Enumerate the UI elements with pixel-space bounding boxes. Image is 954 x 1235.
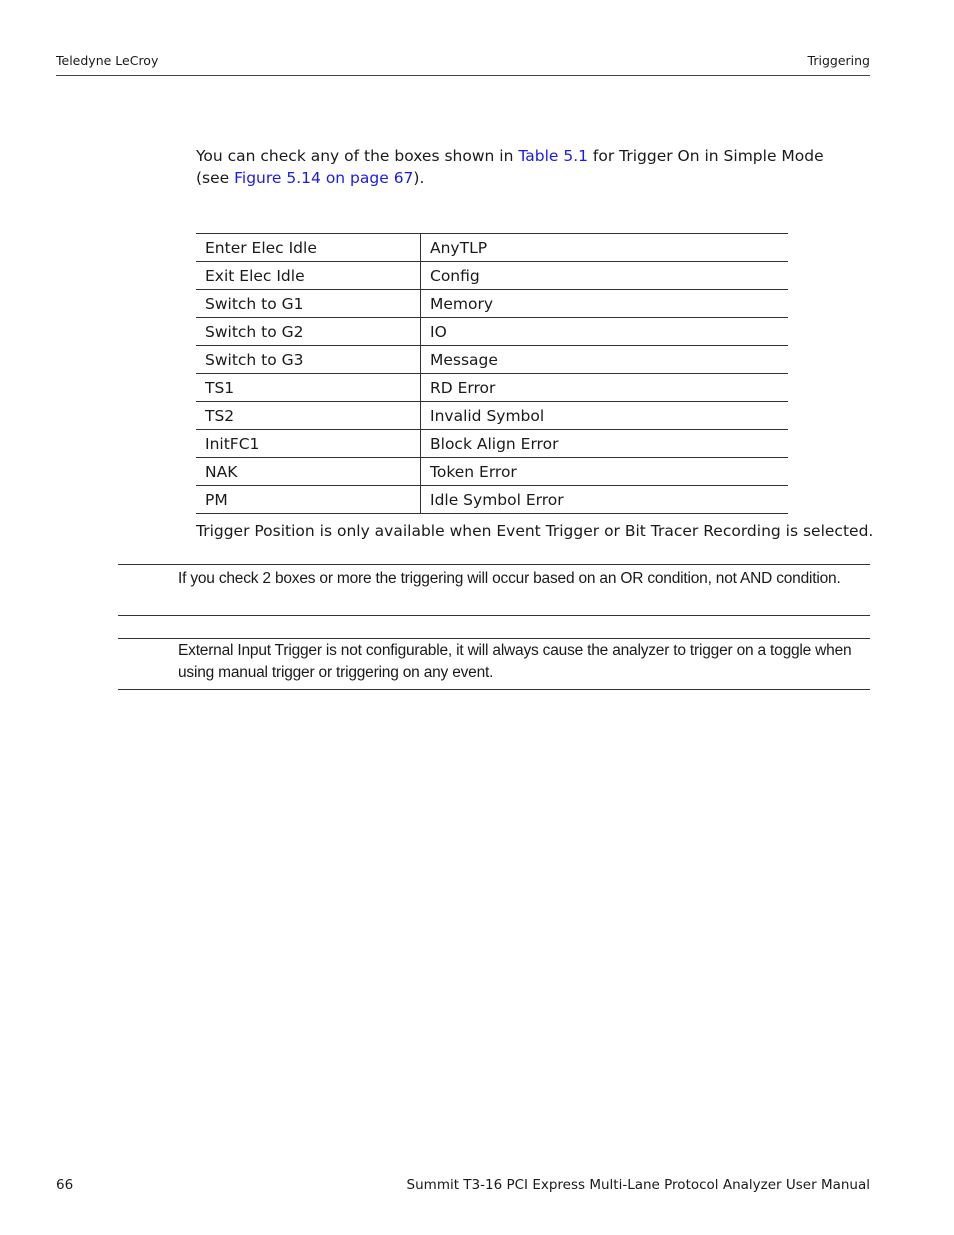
note-box-external-trigger xyxy=(118,638,870,690)
table-cell-left: InitFC1 xyxy=(196,430,421,458)
table-cell-left: Switch to G1 xyxy=(196,290,421,318)
trigger-position-note: Trigger Position is only available when Event Trigger or Bit Tracer Recording is selected. xyxy=(196,522,874,540)
trigger-options-table xyxy=(196,233,788,514)
table-cell-left: Enter Elec Idle xyxy=(196,234,421,262)
table-row xyxy=(196,318,788,346)
footer-manual-title: Summit T3-16 PCI Express Multi-Lane Protocol Analyzer User Manual xyxy=(406,1177,870,1193)
running-header-left: Teledyne LeCroy xyxy=(56,53,159,68)
table-row xyxy=(196,262,788,290)
header-divider xyxy=(56,75,870,76)
table-cell-right: RD Error xyxy=(421,374,789,402)
table-cell-right: AnyTLP xyxy=(421,234,789,262)
table-cell-right: Memory xyxy=(421,290,789,318)
table-cell-left: Switch to G3 xyxy=(196,346,421,374)
table-reference-link[interactable]: Table 5.1 xyxy=(518,147,588,165)
table-cell-left: TS2 xyxy=(196,402,421,430)
table-cell-right: Invalid Symbol xyxy=(421,402,789,430)
figure-reference-link[interactable]: Figure 5.14 on page 67 xyxy=(234,169,414,187)
intro-text-1: You can check any of the boxes shown in xyxy=(196,147,519,165)
page-number: 66 xyxy=(56,1177,74,1193)
running-header-right: Triggering xyxy=(807,53,870,68)
table-row xyxy=(196,290,788,318)
table-row xyxy=(196,374,788,402)
intro-text-2: for Trigger On in Simple Mode (see xyxy=(196,147,824,187)
note-text: External Input Trigger is not configurable, it will always cause the analyzer to trigger on a toggle when using manual trigger or triggering on any event. xyxy=(178,642,852,681)
table-cell-left: NAK xyxy=(196,458,421,486)
intro-text-3: ). xyxy=(413,169,425,187)
table-cell-right: Token Error xyxy=(421,458,789,486)
table-cell-left: TS1 xyxy=(196,374,421,402)
note-text: If you check 2 boxes or more the triggering will occur based on an OR condition, not AND condition. xyxy=(178,570,841,587)
table-cell-right: Idle Symbol Error xyxy=(421,486,789,514)
table-row xyxy=(196,486,788,514)
table-row xyxy=(196,430,788,458)
table-row xyxy=(196,458,788,486)
table-row xyxy=(196,402,788,430)
note-box-or-condition xyxy=(118,564,870,616)
table-cell-right: Config xyxy=(421,262,789,290)
table-cell-left: Switch to G2 xyxy=(196,318,421,346)
table-cell-right: IO xyxy=(421,318,789,346)
intro-paragraph xyxy=(196,145,856,189)
table-cell-right: Message xyxy=(421,346,789,374)
table-cell-left: PM xyxy=(196,486,421,514)
table-cell-right: Block Align Error xyxy=(421,430,789,458)
table-row xyxy=(196,234,788,262)
table-cell-left: Exit Elec Idle xyxy=(196,262,421,290)
table-row xyxy=(196,346,788,374)
